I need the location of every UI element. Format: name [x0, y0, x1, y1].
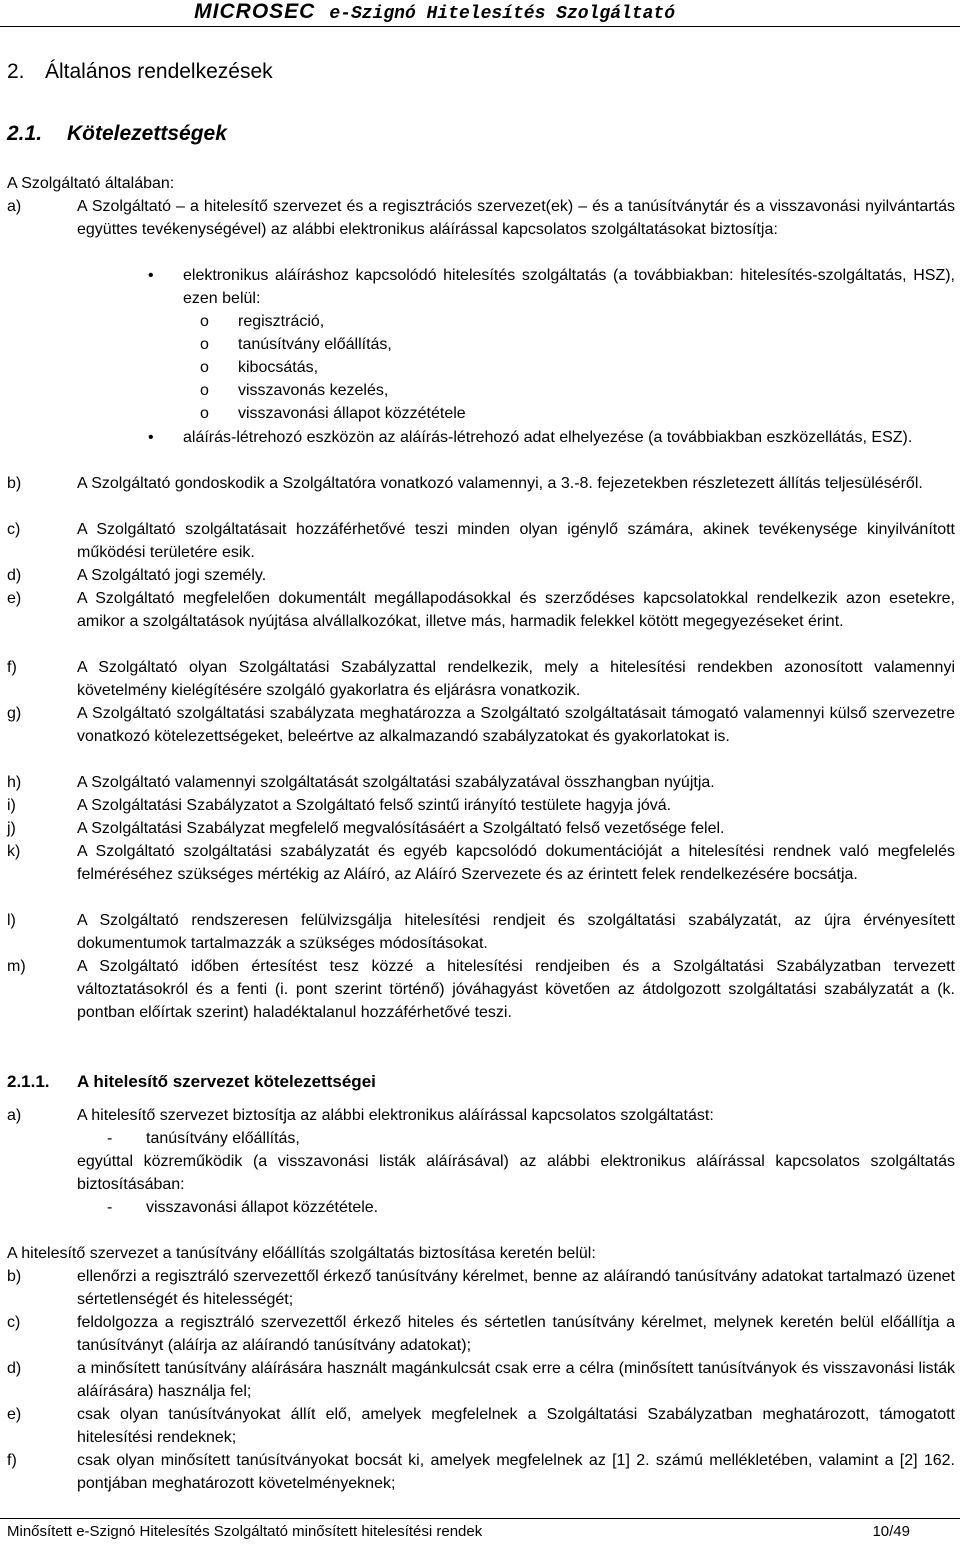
item-text: csak olyan minősített tanúsítványokat bocsát ki, amelyek megfelelnek az [1] 2. számú mellékletében, valamint a [2] 162. pontjában meghatározott követelményeknek; [77, 1452, 955, 1492]
item-label: a) [7, 198, 22, 215]
item-text: A Szolgáltató szolgáltatási szabályzata meghatározza a Szolgáltató szolgáltatásait támogató valamennyi külső szervezetre vonatkozó kötelezettségeket, beleértve az alkalmazandó szabályzatokat és gyakorlatokat is. [77, 705, 955, 745]
item-label: g) [7, 705, 22, 722]
item-label: c) [7, 521, 21, 538]
list-item-a [7, 195, 955, 241]
footer-rule [0, 1518, 960, 1519]
sub-item-text: regisztráció, [238, 313, 325, 330]
item-text: A hitelesítő szervezet biztosítja az alábbi elektronikus aláírással kapcsolatos szolgáltatást: [77, 1107, 714, 1124]
item-text: A Szolgáltató megfelelően dokumentált megállapodásokkal és szerződéses kapcsolatokkal rendelkezik azon esetekre, amikor a szolgáltatások nyújtása alvállalkozókat, illetve más, harmadik felekkel kötött megegyezéseket érint. [77, 590, 955, 630]
item-text: A Szolgáltató valamennyi szolgáltatását szolgáltatási szabályzatával összhangban nyújtja. [77, 774, 715, 791]
sub-item-text: kibocsátás, [238, 359, 319, 376]
list-item-l [7, 909, 955, 955]
list-item-b2 [7, 1265, 955, 1311]
sub-item-text: visszavonás kezelés, [238, 382, 389, 399]
dash-item [107, 1127, 300, 1150]
item-label: k) [7, 843, 21, 860]
item-label: i) [7, 797, 16, 814]
bullet-text: elektronikus aláíráshoz kapcsolódó hitelesítés szolgáltatás (a továbbiakban: hitelesítés-szolgáltatás, HSZ), ezen belül: [183, 267, 955, 307]
list-item-h [7, 771, 955, 794]
item-text: a minősített tanúsítvány aláírására használt magánkulcsát csak erre a célra (minősített tanúsítványok és visszavonási listák aláírására) használja fel; [77, 1360, 955, 1400]
sub-item-text: visszavonási állapot közzététele [238, 405, 466, 422]
item-label: a) [7, 1107, 22, 1124]
sub-item-text: tanúsítvány előállítás, [238, 336, 392, 353]
item-text: feldolgozza a regisztráló szervezettől érkező hiteles és sértetlen tanúsítvány kérelmet, melynek keretén belül előállítja a tanúsítványt (aláírja az aláírandó tanúsítvány adatokat); [77, 1314, 955, 1354]
sub-item [200, 333, 392, 356]
subsubsection-title: A hitelesítő szervezet kötelezettségei [77, 1072, 376, 1091]
list-item-f [7, 656, 955, 702]
item-label: j) [7, 820, 16, 837]
dash-item-text: visszavonási állapot közzététele. [146, 1199, 379, 1216]
item-label: b) [7, 475, 22, 492]
bullet-icon: • [148, 429, 154, 446]
list-item-c2 [7, 1311, 955, 1357]
continuation-paragraph: egyúttal közreműködik (a visszavonási listák aláírásával) az alábbi elektronikus aláírással kapcsolatos szolgáltatás biztosításában: [77, 1153, 955, 1193]
item-label: e) [7, 590, 22, 607]
dash-item [107, 1196, 379, 1219]
item-text: A Szolgáltató olyan Szolgáltatási Szabályzattal rendelkezik, mely a hitelesítési rendekben azonosított valamennyi követelmény kielégítésére szolgáló gyakorlatra és eljárásra vonatkozik. [77, 659, 955, 699]
list-item-a2 [7, 1104, 955, 1127]
list-item-d [7, 564, 955, 587]
item-label: f) [7, 1452, 17, 1469]
item-label: d) [7, 1360, 22, 1377]
subsubsection-heading [7, 1072, 376, 1092]
item-label: h) [7, 774, 22, 791]
dash-bullet-icon: - [107, 1199, 113, 1216]
circle-bullet-icon: o [200, 405, 209, 422]
sub-item [200, 379, 389, 402]
subsection-title: Kötelezettségek [67, 122, 227, 145]
list-item-j [7, 817, 955, 840]
item-text: ellenőrzi a regisztráló szervezettől érkező tanúsítvány kérelmet, benne az aláírandó tanúsítvány adatokat tartalmazó üzenet sértetlenségét és hitelességét; [77, 1268, 955, 1308]
item-text: A Szolgáltató időben értesítést tesz közzé a hitelesítési rendjeiben és a Szolgáltatási Szabályzatban tervezett változtatásokról és a fenti (i. pont szerint történő) jóváhagyást követően az átdolgozott szolgáltatási szabályzatát a (k. pontban előírtak szerint) haladéktalanul hozzáférhetővé teszi. [77, 958, 955, 1021]
list-item-f2 [7, 1449, 955, 1495]
item-text: A Szolgáltatási Szabályzat megfelelő megvalósításáért a Szolgáltató felső vezetősége felel. [77, 820, 725, 837]
bullet-item [148, 426, 955, 449]
section-title: Általános rendelkezések [45, 60, 273, 83]
item-text: A Szolgáltató rendszeresen felülvizsgálja hitelesítési rendjeit és szolgáltatási szabályzatát, az újra érvényesített dokumentumok tartalmazzák a szükséges módosításokat. [77, 912, 955, 952]
brand-logo: MICROSEC [194, 0, 316, 23]
list-item-g [7, 702, 955, 748]
list-item-b [7, 472, 955, 495]
item-text: csak olyan tanúsítványokat állít elő, amelyek megfelelnek a Szolgáltatási Szabályzatban meghatározott, támogatott hitelesítési rendeknek; [77, 1406, 955, 1446]
dash-bullet-icon: - [107, 1130, 113, 1147]
page-number: 10/49 [872, 1523, 910, 1540]
circle-bullet-icon: o [200, 336, 209, 353]
item-label: m) [7, 958, 26, 975]
subsubsection-number: 2.1.1. [7, 1072, 50, 1091]
sub-item [200, 310, 325, 333]
item-label: l) [7, 912, 16, 929]
item-label: c) [7, 1314, 21, 1331]
intro-paragraph-2: A hitelesítő szervezet a tanúsítvány előállítás szolgáltatás biztosítása keretén belül: [7, 1245, 596, 1262]
list-item-k [7, 840, 955, 886]
item-text: A Szolgáltató jogi személy. [77, 567, 267, 584]
item-text: A Szolgáltatási Szabályzatot a Szolgáltató felső szintű irányító testülete hagyja jóvá. [77, 797, 672, 814]
bullet-text: aláírás-létrehozó eszközön az aláírás-létrehozó adat elhelyezése (a továbbiakban eszközellátás, ESZ). [183, 429, 913, 446]
list-item-e [7, 587, 955, 633]
item-text: A Szolgáltató szolgáltatásait hozzáférhetővé teszi minden olyan igénylő számára, akinek tevékenysége kinyilvánított működési területére esik. [77, 521, 955, 561]
dash-item-text: tanúsítvány előállítás, [146, 1130, 300, 1147]
circle-bullet-icon: o [200, 359, 209, 376]
intro-paragraph: A Szolgáltató általában: [7, 175, 175, 192]
service-name: e-Szignó Hitelesítés Szolgáltató [329, 4, 675, 24]
section-number: 2. [7, 60, 25, 83]
item-text: A Szolgáltató szolgáltatási szabályzatát és egyéb kapcsolódó dokumentációját a hitelesítési rendnek való megfelelés felméréséhez szükséges mértékig az Aláíró, az Aláíró Szervezete és az érintett felek rendelkezésére bocsátja. [77, 843, 955, 883]
item-label: d) [7, 567, 22, 584]
sub-item [200, 356, 319, 379]
page-footer [7, 1523, 955, 1540]
footer-title: Minősített e-Szignó Hitelesítés Szolgáltató minősített hitelesítési rendek [7, 1523, 483, 1540]
subsection-number: 2.1. [7, 122, 43, 145]
item-label: f) [7, 659, 17, 676]
section-heading [7, 60, 273, 84]
list-item-i [7, 794, 955, 817]
list-item-c [7, 518, 955, 564]
circle-bullet-icon: o [200, 382, 209, 399]
circle-bullet-icon: o [200, 313, 209, 330]
list-item-e2 [7, 1403, 955, 1449]
sub-item [200, 402, 466, 425]
item-text: A Szolgáltató – a hitelesítő szervezet és a regisztrációs szervezet(ek) – és a tanúsítványtár és a visszavonási nyilvántartás együttes tevékenységével) az alábbi elektronikus aláírással kapcsolatos szolgáltatásokat biztosítja: [77, 198, 955, 238]
bullet-icon: • [148, 267, 154, 284]
bullet-item [148, 264, 955, 310]
item-label: e) [7, 1406, 22, 1423]
subsection-heading [7, 122, 227, 146]
list-item-m [7, 955, 955, 1024]
item-text: A Szolgáltató gondoskodik a Szolgáltatóra vonatkozó valamennyi, a 3.-8. fejezetekben részletezett állítás teljesüléséről. [77, 475, 923, 492]
list-item-d2 [7, 1357, 955, 1403]
item-label: b) [7, 1268, 22, 1285]
header-rule [0, 26, 960, 27]
